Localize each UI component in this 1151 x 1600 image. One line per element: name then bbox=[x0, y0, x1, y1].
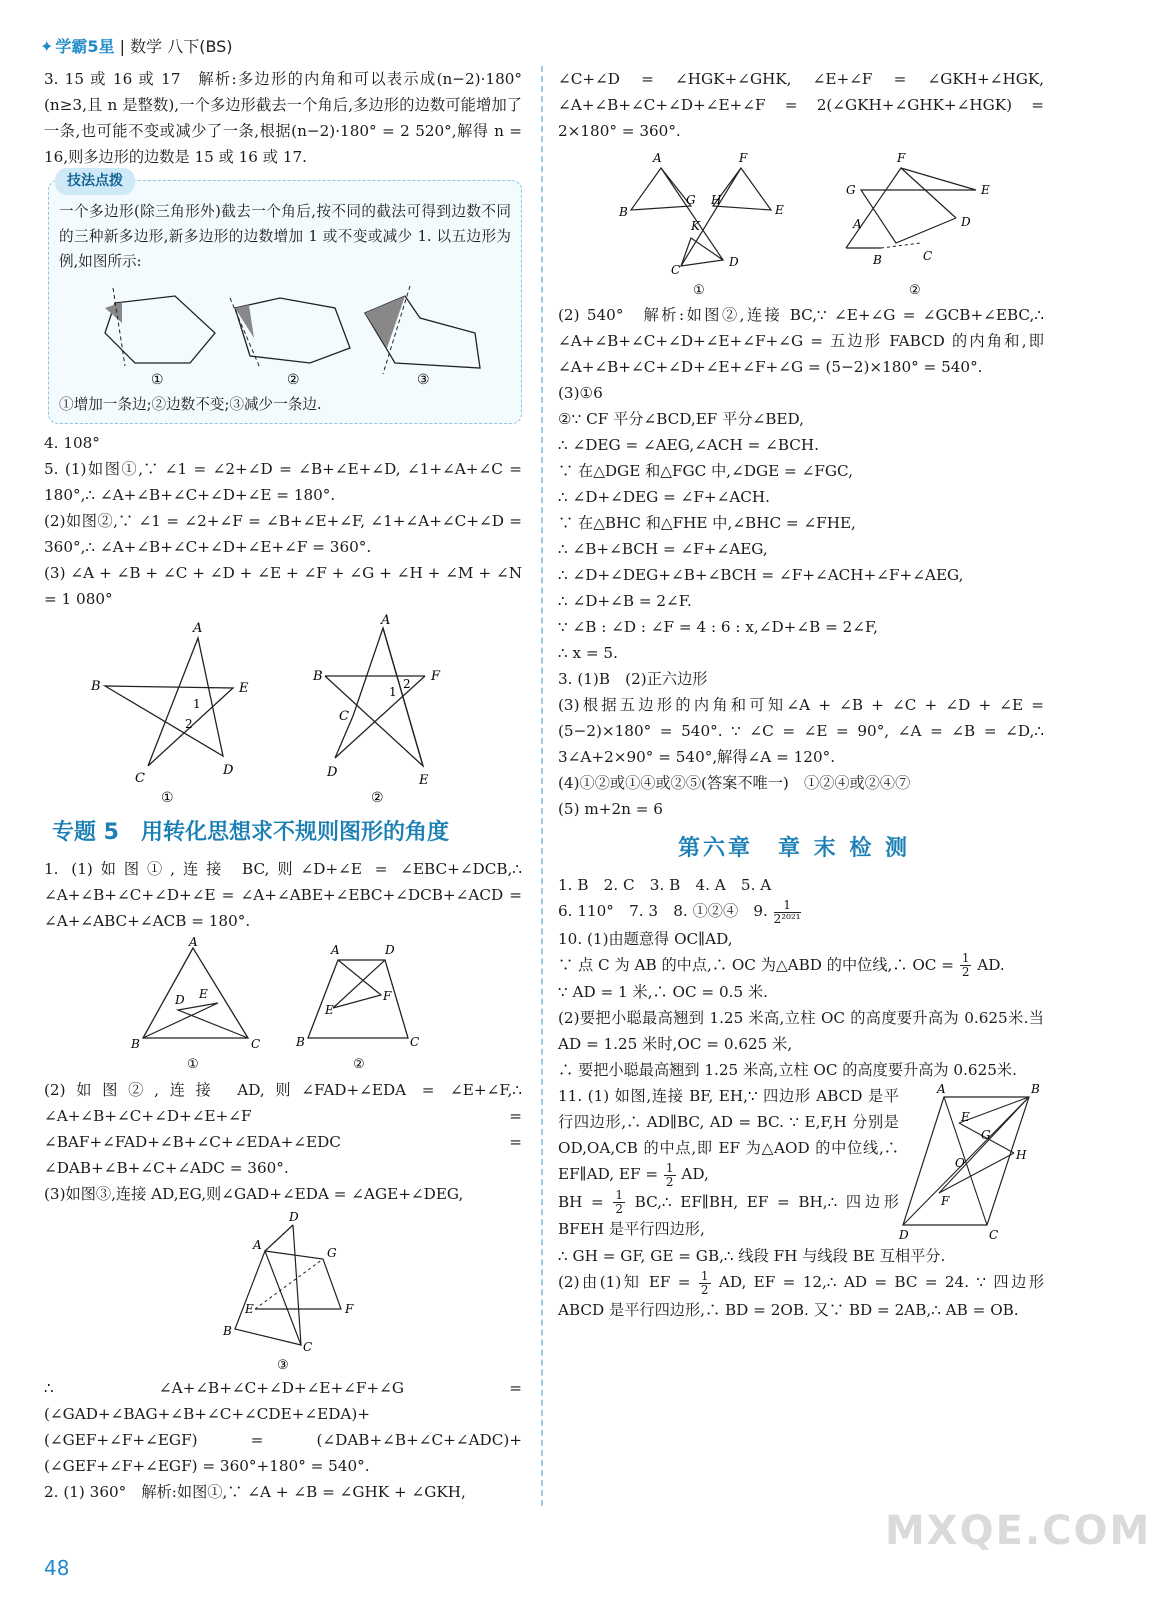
answer-10b-num: 1 bbox=[961, 951, 970, 965]
answer-10e: ∴ 要把小聪最高翘到 1.25 米高,立柱 OC 的高度要升高为 0.625米. bbox=[558, 1061, 1017, 1079]
topic-answer-1-1: 1. (1)如图①,连接 BC,则∠D+∠E = ∠EBC+∠DCB,∴ ∠A+∠B+∠C+∠D+∠E = ∠A+∠ABE+∠EBC+∠DCB+∠ACD = ∠A+∠ABC+∠ACB = 180°. bbox=[44, 860, 522, 930]
fig2-label-e: E bbox=[325, 1003, 334, 1017]
star1-label-e: E bbox=[239, 681, 249, 696]
tip-fig-label-2: ② bbox=[287, 372, 300, 388]
fig2-label-c: C bbox=[410, 1035, 420, 1049]
answer-10b-den: 2 bbox=[961, 965, 970, 979]
answer-4: 4. 108° bbox=[44, 434, 100, 452]
subject-text: 数学 八下(BS) bbox=[130, 37, 233, 56]
answer-11d-post: AD, EF = 12,∴ AD = BC = 24. ∵ 四边形 ABCD 是平行四边形,∴ BD = 2OB. 又∵ BD = 2AB,∴ AB = OB. bbox=[558, 1273, 1045, 1319]
answer-9-den: 2²⁰²¹ bbox=[773, 911, 801, 926]
answer-11c: ∴ GH = GF, GE = GB,∴ 线段 FH 与线段 BE 互相平分. bbox=[558, 1247, 946, 1265]
star2-label-1: 1 bbox=[389, 685, 397, 699]
quick-answers-2-text: 6. 110° 7. 3 8. ①②④ 9. bbox=[558, 902, 768, 920]
answer-r3: (3)①6 bbox=[558, 384, 603, 402]
r-fig1-a: A bbox=[653, 151, 662, 165]
r-fig1-f: F bbox=[739, 151, 748, 165]
answer-10c: ∵ AD = 1 米,∴ OC = 0.5 米. bbox=[558, 983, 768, 1001]
answer-r12: ∵ ∠B : ∠D : ∠F = 4 : 6 : x,∠D+∠B = 2∠F, bbox=[558, 618, 879, 636]
topic-answer-1-2: (2)如图②,连接 AD,则∠FAD+∠EDA = ∠E+∠F,∴ ∠A+∠B+∠C+∠D+∠E+∠F = ∠BAF+∠FAD+∠B+∠C+∠EDA+∠EDC = ∠DAB+∠B+∠C+∠ADC = 360°. bbox=[44, 1081, 522, 1177]
para-label-h: H bbox=[1016, 1148, 1027, 1162]
answer-11a-post: AD, bbox=[681, 1165, 709, 1183]
right-column bbox=[558, 66, 1044, 1323]
answer-3: 3. 15 或 16 或 17 解析:多边形的内角和可以表示成(n−2)·180°(n≥3,且 n 是整数),一个多边形截去一个角后,多边形的边数可能增加了一条,也可能不变或减少了一条,根据(n−2)·180° = 2 520°,解得 n = 16,则多边形的边数是 15 或 16 或 17. bbox=[44, 70, 522, 166]
fig3-label-c: C bbox=[303, 1340, 313, 1354]
answer-5-1: 5. (1)如图①,∵ ∠1 = ∠2+∠D = ∠B+∠E+∠D, ∠1+∠A+∠C = 180°,∴ ∠A+∠B+∠C+∠D+∠E = 180°. bbox=[44, 460, 522, 504]
answer-5-2: (2)如图②,∵ ∠1 = ∠2+∠F = ∠B+∠E+∠F, ∠1+∠A+∠C+∠D = 360°,∴ ∠A+∠B+∠C+∠D+∠E+∠F = 360°. bbox=[44, 512, 522, 556]
star1-label-c: C bbox=[135, 771, 145, 786]
r-fig2-g: G bbox=[846, 183, 856, 197]
quick-answers-1: 1. B 2. C 3. B 4. A 5. A bbox=[558, 876, 772, 894]
answer-11a-text: 11. (1) 如图,连接 BF, EH,∵ 四边形 ABCD 是平行四边形,∴ AD∥BC, AD = BC. ∵ E,F,H 分别是 OD,OA,CB 的中点,即 EF 为△AOD 的中位线,∴ EF∥AD, EF = bbox=[558, 1087, 899, 1183]
r-fig1-b: B bbox=[619, 205, 628, 219]
fig1-label-d: D bbox=[175, 993, 185, 1007]
answer-10b-post: AD. bbox=[977, 955, 1005, 974]
tip-box bbox=[48, 173, 522, 424]
fig3-label-f: F bbox=[345, 1302, 354, 1316]
answer-11d-den: 2 bbox=[700, 1282, 709, 1297]
para-label-f: F bbox=[941, 1194, 950, 1208]
answer-11b-num: 1 bbox=[615, 1188, 624, 1202]
fig-label-3: ③ bbox=[277, 1358, 289, 1373]
subject-label: | 数学 八下(BS) bbox=[119, 37, 233, 56]
tip-note: ①增加一条边;②边数不变;③减少一条边. bbox=[59, 396, 322, 413]
tip-title: 技法点拨 bbox=[55, 168, 135, 195]
tip-fig-label-1: ① bbox=[151, 372, 164, 388]
star-figures bbox=[63, 613, 503, 806]
answer-9-fraction bbox=[774, 899, 801, 926]
r-fig2-f: F bbox=[897, 151, 906, 165]
star2-label-a: A bbox=[381, 613, 391, 628]
left-column bbox=[44, 66, 522, 1505]
answer-r2: (2) 540° 解析:如图②,连接 BC,∵ ∠E+∠G = ∠GCB+∠EBC,∴ ∠A+∠B+∠C+∠D+∠E+∠F+∠G = 五边形 FABCD 的内角和,即∠A+∠B+∠C+∠D+∠E+∠F+∠G = (5−2)×180° = 540°. bbox=[558, 306, 1044, 376]
answer-r10: ∴ ∠D+∠DEG+∠B+∠BCH = ∠F+∠ACH+∠F+∠AEG, bbox=[558, 566, 964, 584]
r-fig2-e: E bbox=[981, 183, 990, 197]
para-label-e: E bbox=[961, 1110, 970, 1124]
fig2-label-a: A bbox=[331, 943, 340, 957]
para-label-c: C bbox=[989, 1228, 999, 1242]
fig3-label-b: B bbox=[223, 1324, 232, 1338]
star1-label-2: 2 bbox=[185, 717, 193, 731]
para-label-o: O bbox=[955, 1156, 965, 1170]
answer-11d bbox=[558, 1269, 1044, 1323]
answer-r16: (4)①②或①④或②⑤(答案不唯一) ①②④或②④⑦ bbox=[558, 774, 911, 792]
star2-label-2: 2 bbox=[403, 677, 411, 691]
answer-r15: (3)根据五边形的内角和可知∠A + ∠B + ∠C + ∠D + ∠E = (5−2)×180° = 540°. ∵ ∠C = ∠E = 90°, ∠A = ∠B = ∠D,∴ 3∠A+2×90° = 540°,解得∠A = 120°. bbox=[558, 696, 1044, 766]
answer-r11: ∴ ∠D+∠B = 2∠F. bbox=[558, 592, 692, 610]
answer-10b bbox=[558, 952, 1044, 980]
fig1-label-b: B bbox=[131, 1037, 140, 1051]
answer-11b-pre: BH = bbox=[558, 1192, 604, 1211]
r-fig1-e: E bbox=[775, 203, 784, 217]
answer-r17: (5) m+2n = 6 bbox=[558, 800, 663, 818]
answer-11a-den: 2 bbox=[665, 1174, 674, 1189]
r-fig2-c: C bbox=[923, 249, 933, 263]
star1-label-d: D bbox=[223, 763, 234, 778]
page-header bbox=[40, 34, 233, 57]
answer-10a: 10. (1)由题意得 OC∥AD, bbox=[558, 929, 733, 948]
answer-11a-fraction bbox=[664, 1162, 676, 1189]
r-fig1-g: G bbox=[686, 193, 696, 207]
watermark: MXQE.COM bbox=[885, 1508, 1151, 1554]
column-divider bbox=[541, 66, 543, 1506]
r-fig1-h: H bbox=[711, 193, 722, 207]
tip-fig-label-3: ③ bbox=[417, 372, 430, 388]
answer-11-text bbox=[558, 1083, 899, 1243]
answer-r7: ∴ ∠D+∠DEG = ∠F+∠ACH. bbox=[558, 488, 770, 506]
answer-11b-den: 2 bbox=[615, 1202, 624, 1216]
fig1-label-c: C bbox=[251, 1037, 261, 1051]
fig3-label-d: D bbox=[289, 1210, 299, 1224]
r-fig1-d: D bbox=[729, 255, 739, 269]
topic-answer-1-3b: ∴ ∠A+∠B+∠C+∠D+∠E+∠F+∠G = (∠GAD+∠BAG+∠B+∠C+∠CDE+∠EDA)+(∠GEF+∠F+∠EGF) = (∠DAB+∠B+∠C+∠ADC)+(∠GEF+∠F+∠EGF) = 360°+180° = 540°. bbox=[44, 1379, 522, 1475]
star2-label-d: D bbox=[327, 765, 338, 780]
answer-5-3: (3) ∠A + ∠B + ∠C + ∠D + ∠E + ∠F + ∠G + ∠H + ∠M + ∠N = 1 080° bbox=[44, 564, 522, 608]
fig2-label-f: F bbox=[383, 989, 392, 1003]
page-number: 48 bbox=[44, 1556, 70, 1580]
r-fig-label-2: ② bbox=[909, 283, 921, 298]
fig1-label-a: A bbox=[189, 935, 198, 949]
topic-figure-3 bbox=[173, 1211, 393, 1371]
answer-r14: 3. (1)B (2)正六边形 bbox=[558, 670, 708, 688]
fig-label-2: ② bbox=[353, 1057, 365, 1072]
r-fig2-a: A bbox=[853, 217, 862, 231]
parallelogram-figure bbox=[899, 1083, 1044, 1243]
para-label-a: A bbox=[937, 1082, 946, 1096]
r-fig1-k: K bbox=[691, 219, 700, 233]
answer-11a-num: 1 bbox=[665, 1160, 674, 1175]
answer-11d-fraction bbox=[699, 1270, 711, 1297]
star1-label-a: A bbox=[193, 621, 203, 636]
answer-11-row bbox=[558, 1083, 1044, 1243]
answer-11d-num: 1 bbox=[700, 1268, 709, 1283]
star2-label-b: B bbox=[313, 669, 323, 684]
answer-r1: ∠C+∠D = ∠HGK+∠GHK, ∠E+∠F = ∠GKH+∠HGK, ∠A+∠B+∠C+∠D+∠E+∠F = 2(∠GKH+∠GHK+∠HGK) = 2×180° = 360°. bbox=[558, 70, 1044, 140]
star2-label-e: E bbox=[419, 773, 429, 788]
star-fig-label-1: ① bbox=[161, 790, 174, 806]
topic-title: 专题 5 用转化思想求不规则图形的角度 bbox=[52, 820, 449, 845]
star-fig-label-2: ② bbox=[371, 790, 384, 806]
quick-answers-2 bbox=[558, 898, 1044, 926]
topic-answer-1-3: (3)如图③,连接 AD,EG,则∠GAD+∠EDA = ∠AGE+∠DEG, bbox=[44, 1185, 464, 1203]
brand-name: 学霸5星 bbox=[55, 37, 115, 56]
star2-label-f: F bbox=[431, 669, 441, 684]
star2-label-c: C bbox=[339, 709, 349, 724]
answer-11a bbox=[558, 1083, 899, 1189]
fig2-label-b: B bbox=[296, 1035, 305, 1049]
tip-text: 一个多边形(除三角形外)截去一个角后,按不同的截法可得到边数不同的三种新多边形,新多边形的边数增加 1 或不变或减少 1. 以五边形为例,如图所示: bbox=[59, 203, 511, 270]
answer-10d: (2)要把小聪最高翘到 1.25 米高,立柱 OC 的高度要升高为 0.625米.当 AD = 1.25 米时,OC = 0.625 米, bbox=[558, 1009, 1044, 1053]
answer-11b bbox=[558, 1189, 899, 1243]
answer-9-num: 1 bbox=[774, 899, 801, 913]
answer-r8: ∵ 在△BHC 和△FHE 中,∠BHC = ∠FHE, bbox=[558, 514, 856, 532]
topic-answer-2: 2. (1) 360° 解析:如图①,∵ ∠A + ∠B = ∠GHK + ∠GKH, bbox=[44, 1483, 466, 1501]
answer-11b-post: BC,∴ EF∥BH, EF = BH,∴ 四边形 BFEH 是平行四边形, bbox=[558, 1192, 899, 1238]
chapter-title: 第六章 章 末 检 测 bbox=[678, 836, 910, 861]
r-fig-label-1: ① bbox=[693, 283, 705, 298]
fig3-label-a: A bbox=[253, 1238, 262, 1252]
answer-r4: ②∵ CF 平分∠BCD,EF 平分∠BED, bbox=[558, 410, 804, 428]
fig3-label-e: E bbox=[245, 1302, 254, 1316]
answer-r6: ∵ 在△DGE 和△FGC 中,∠DGE = ∠FGC, bbox=[558, 462, 853, 480]
r-fig2-d: D bbox=[961, 215, 971, 229]
star1-label-1: 1 bbox=[193, 697, 201, 711]
answer-r5: ∴ ∠DEG = ∠AEG,∠ACH = ∠BCH. bbox=[558, 436, 819, 454]
fig3-label-g: G bbox=[327, 1246, 337, 1260]
answer-11d-pre: (2)由(1)知 EF = bbox=[558, 1273, 691, 1291]
answer-10b-pre: ∵ 点 C 为 AB 的中点,∴ OC 为△ABD 的中位线,∴ OC = bbox=[558, 955, 954, 974]
r-fig1-c: C bbox=[671, 263, 681, 277]
topic-figures-1-2 bbox=[123, 935, 443, 1073]
fig-label-1: ① bbox=[187, 1057, 199, 1072]
answer-10b-fraction bbox=[960, 952, 972, 979]
para-label-g: G bbox=[981, 1128, 991, 1142]
answer-r9: ∴ ∠B+∠BCH = ∠F+∠AEG, bbox=[558, 540, 768, 558]
angle-figures bbox=[591, 148, 1011, 298]
pentagon-cut-figure bbox=[65, 278, 505, 388]
fig1-label-e: E bbox=[199, 987, 208, 1001]
r-fig2-b: B bbox=[873, 253, 882, 267]
para-label-b: B bbox=[1031, 1082, 1040, 1096]
para-label-d: D bbox=[899, 1228, 909, 1242]
fig2-label-d: D bbox=[385, 943, 395, 957]
answer-r13: ∴ x = 5. bbox=[558, 644, 618, 662]
brand-logo-icon: ✦ bbox=[40, 37, 54, 56]
answer-11b-fraction bbox=[613, 1189, 625, 1216]
star1-label-b: B bbox=[91, 679, 101, 694]
